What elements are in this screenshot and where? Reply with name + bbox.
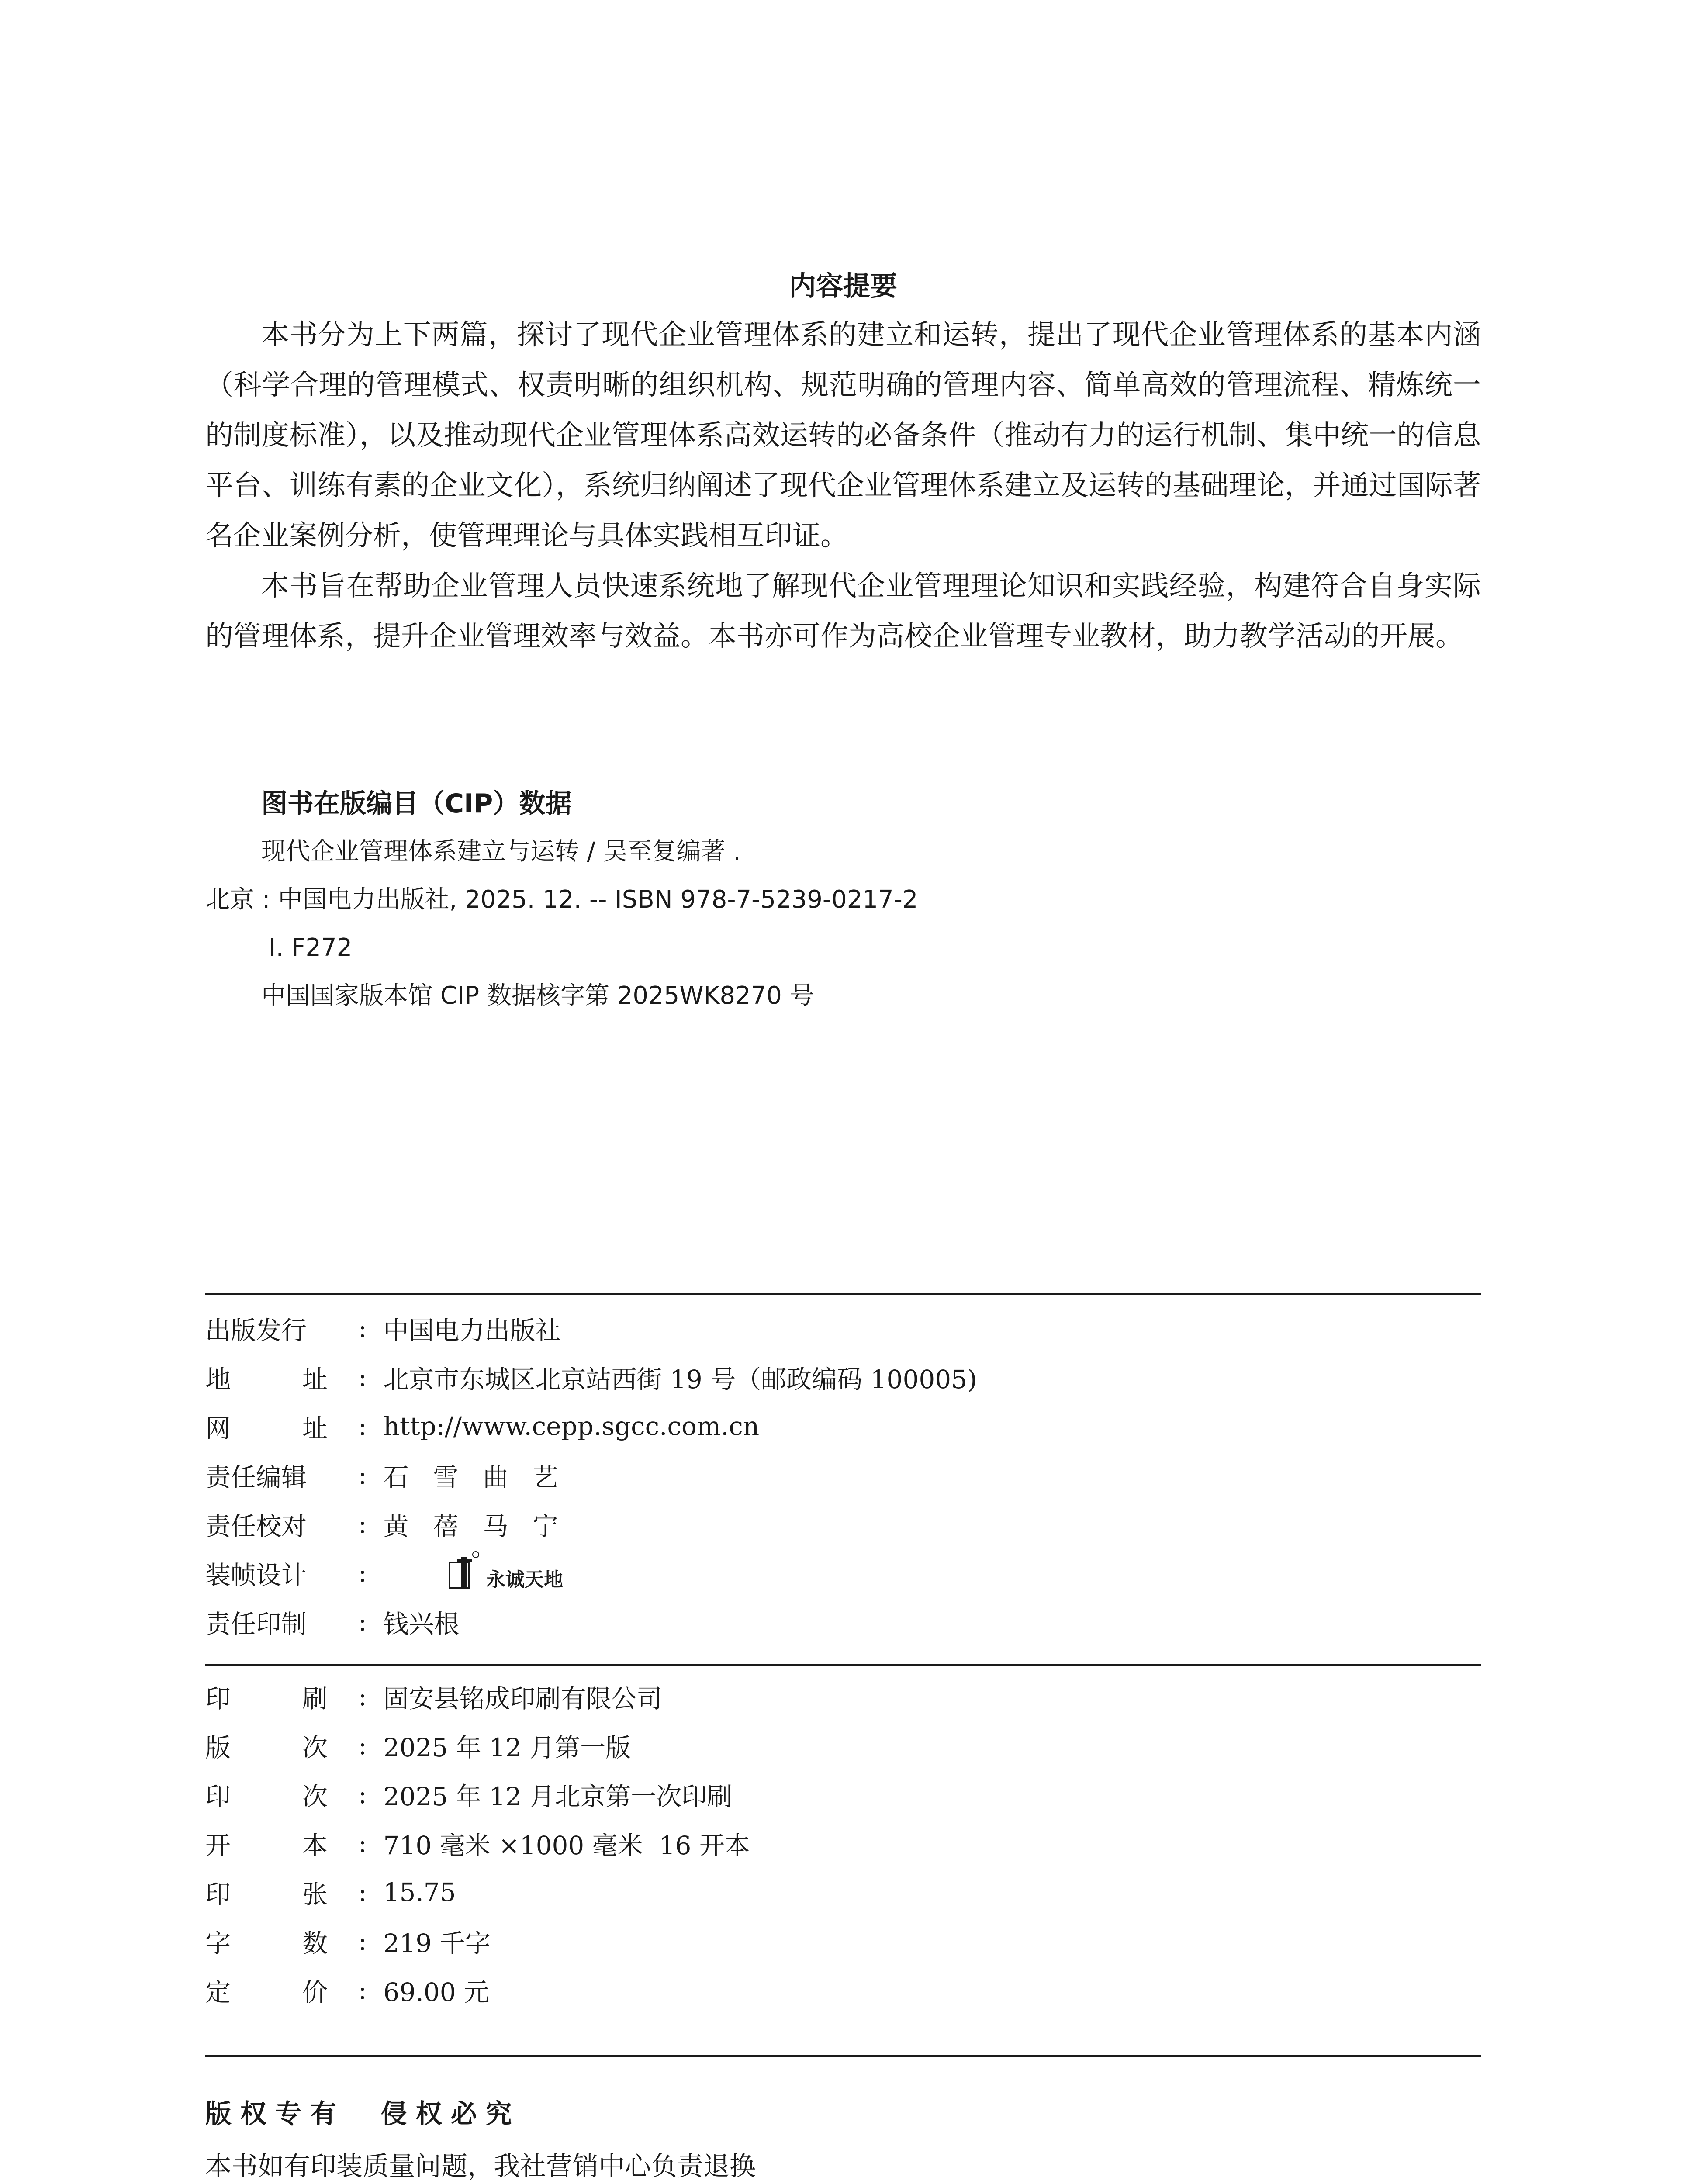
info-label: [205, 1310, 358, 1347]
info-row-printer: [205, 1672, 1481, 1721]
info-label: [205, 1678, 358, 1715]
label-text: 印 次: [205, 1782, 328, 1811]
info-row-sheets: [205, 1868, 1481, 1917]
colon: :: [358, 1362, 367, 1392]
label-text: 装帧设计: [205, 1560, 307, 1590]
info-value: 2025 年 12 月北京第一次印刷: [383, 1782, 733, 1811]
info-label: [205, 1555, 358, 1591]
label-text: 定 价: [205, 1977, 328, 2007]
info-value: 15.75: [383, 1877, 456, 1907]
info-row-word-count: [205, 1917, 1481, 1966]
info-row-print-supervisor: [205, 1597, 1481, 1646]
info-value: 固安县铭成印刷有限公司: [383, 1684, 662, 1714]
cip-title: 图书在版编目（CIP）数据: [261, 788, 572, 819]
label-text: 出版发行: [205, 1316, 307, 1345]
cip-section: [205, 780, 1481, 1020]
summary-paragraph-2: 本书旨在帮助企业管理人员快速系统地了解现代企业管理理论知识和实践经验，构建符合自身实际的管理体系，提升企业管理效率与效益。本书亦可作为高校企业管理专业教材，助力教学活动的开展。: [205, 570, 1481, 653]
info-label: [205, 1457, 358, 1493]
design-logo-text: 永诚天地: [486, 1569, 564, 1591]
cip-book-line: 现代企业管理体系建立与运转 / 吴至复编著 .: [261, 837, 741, 866]
info-label: [205, 1727, 358, 1764]
info-value: 石雪曲艺: [383, 1462, 583, 1492]
colon: :: [358, 1975, 367, 2005]
info-row-address: [205, 1353, 1481, 1402]
label-text: 印 张: [205, 1880, 328, 1909]
summary-paragraph-1: 本书分为上下两篇，探讨了现代企业管理体系的建立和运转，提出了现代企业管理体系的基本内涵（科学合理的管理模式、权责明晰的组织机构、规范明确的管理内容、简单高效的管理流程、精炼统一的制度标准），以及推动现代企业管理体系高效运转的必备条件（推动有力的运行机制、集中统一的信息平台、训练有素的企业文化），系统归纳阐述了现代企业管理体系建立及运转的基础理论，并通过国际著名企业案例分析，使管理理论与具体实践相互印证。: [205, 319, 1481, 552]
colon: :: [358, 1731, 367, 1760]
label-text: 地 址: [205, 1365, 328, 1394]
label-text: 网 址: [205, 1413, 328, 1443]
cip-classification: Ⅰ. F272: [269, 933, 353, 962]
colon: :: [358, 1877, 367, 1907]
info-label: [205, 1359, 358, 1396]
info-label: [205, 1825, 358, 1862]
label-text: 责任编辑: [205, 1462, 307, 1492]
colon: :: [358, 1558, 367, 1588]
info-value: 710 毫米 ×1000 毫米 16 开本: [383, 1831, 750, 1860]
label-text: 版 次: [205, 1733, 328, 1762]
colon: :: [358, 1607, 367, 1637]
colon: :: [358, 1460, 367, 1490]
cip-record: 中国国家版本馆 CIP 数据核字第 2025WK8270 号: [261, 981, 814, 1010]
info-value: 中国电力出版社: [383, 1316, 561, 1345]
info-row-edition: [205, 1721, 1481, 1770]
colon: :: [358, 1780, 367, 1809]
page-content: [205, 262, 1481, 1020]
colon: :: [358, 1682, 367, 1711]
divider-middle: [205, 1664, 1481, 1666]
info-value: 黄蓓马宁: [383, 1511, 583, 1541]
info-value: 69.00 元: [383, 1977, 490, 2007]
colon: :: [358, 1313, 367, 1343]
divider-top: [205, 1293, 1481, 1295]
info-label: [205, 1972, 358, 2008]
info-row-format: [205, 1819, 1481, 1868]
info-row-design: [205, 1548, 1481, 1597]
design-logo-icon: [448, 1550, 482, 1590]
copyright-note: 本书如有印装质量问题，我社营销中心负责退换: [205, 2151, 756, 2182]
cip-imprint: 北京 : 中国电力出版社, 2025. 12. -- ISBN 978-7-5239-0217-2: [205, 885, 918, 914]
info-label: [205, 1874, 358, 1911]
label-text: 印 刷: [205, 1684, 328, 1714]
info-label: [205, 1776, 358, 1813]
print-info-list: [205, 1672, 1481, 2015]
summary-section: [205, 262, 1481, 662]
divider-bottom: [205, 2055, 1481, 2057]
info-row-website: [205, 1402, 1481, 1451]
website-link: http://www.cepp.sgcc.com.cn: [383, 1411, 760, 1441]
label-text: 责任校对: [205, 1511, 307, 1541]
info-label: [205, 1408, 358, 1444]
label-text: 开 本: [205, 1831, 328, 1860]
colon: :: [358, 1411, 367, 1441]
colon: :: [358, 1509, 367, 1539]
info-label: [205, 1923, 358, 1959]
label-text: 字 数: [205, 1928, 328, 1958]
info-label: [205, 1506, 358, 1542]
info-value: 2025 年 12 月第一版: [383, 1733, 631, 1762]
info-label: [205, 1603, 358, 1640]
info-value: 北京市东城区北京站西街 19 号（邮政编码 100005): [383, 1365, 977, 1394]
info-row-impression: [205, 1770, 1481, 1819]
colon: :: [358, 1926, 367, 1956]
info-value: 钱兴根: [383, 1609, 460, 1639]
label-text: 责任印制: [205, 1609, 307, 1639]
info-row-publisher: [205, 1304, 1481, 1353]
info-value: 219 千字: [383, 1928, 491, 1958]
colon: :: [358, 1828, 367, 1858]
copyright-title: 版权专有 侵权必究: [205, 2099, 521, 2129]
info-row-editor: [205, 1451, 1481, 1500]
summary-title: 内容提要: [788, 270, 897, 302]
info-row-price: [205, 1966, 1481, 2015]
copyright-block: [205, 2088, 1481, 2184]
